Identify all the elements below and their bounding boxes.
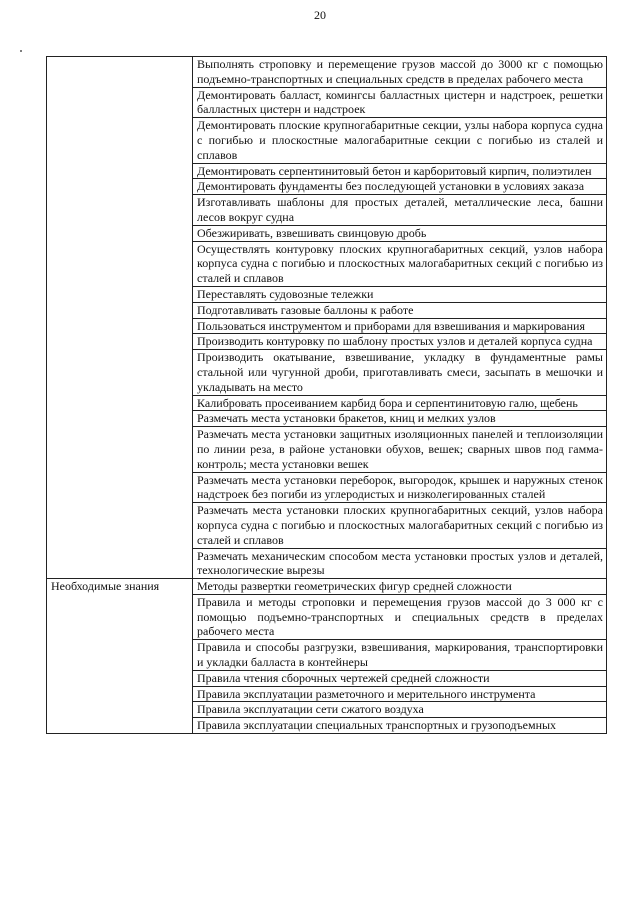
page-number: 20: [314, 8, 326, 22]
skill-cell: Демонтировать балласт, комингсы балластных цистерн и надстроек, решетки балластных цистерн и надстроек: [193, 87, 607, 118]
table-row: [47, 579, 607, 595]
competency-table: [46, 56, 607, 734]
skill-cell: Калибровать просеиванием карбид бора и серпентинитовую галю, щебень: [193, 395, 607, 411]
skill-cell: Выполнять строповку и перемещение грузов массой до 3000 кг с помощью подъемно-транспортных и специальных средств в пределах рабочего места: [193, 57, 607, 88]
skill-cell: Демонтировать серпентинитовый бетон и карборитовый кирпич, полиэтилен: [193, 163, 607, 179]
knowledge-cell: Правила чтения сборочных чертежей средней сложности: [193, 670, 607, 686]
skill-cell: Размечать места установки бракетов, книц и мелких узлов: [193, 411, 607, 427]
table-row: [47, 57, 607, 88]
skill-cell: Демонтировать фундаменты без последующей установки в условиях заказа: [193, 179, 607, 195]
empty-label-cell: [47, 57, 193, 579]
scan-speck: [20, 50, 22, 52]
skill-cell: Пользоваться инструментом и приборами для взвешивания и маркирования: [193, 318, 607, 334]
knowledge-cell: Правила эксплуатации разметочного и мерительного инструмента: [193, 686, 607, 702]
knowledge-cell: Правила эксплуатации специальных транспортных и грузоподъемных: [193, 718, 607, 734]
skill-cell: Размечать места установки защитных изоляционных панелей и теплоизоляции по линии реза, в районе установки обухов, вешек; сварных швов под гамма-контроль; места установки вешек: [193, 427, 607, 472]
skill-cell: Размечать механическим способом места установки простых узлов и деталей, технологические вырезы: [193, 548, 607, 579]
knowledge-cell: Методы развертки геометрических фигур средней сложности: [193, 579, 607, 595]
knowledge-cell: Правила и методы строповки и перемещения грузов массой до 3 000 кг с помощью подъемно-транспортных и специальных средств в пределах рабочего места: [193, 594, 607, 639]
section-label-knowledge: Необходимые знания: [47, 579, 193, 734]
skill-cell: Размечать места установки плоских крупногабаритных секций, узлов набора корпуса судна с погибью и плоскостных малогабаритных секций с погибью из сталей и сплавов: [193, 503, 607, 548]
skill-cell: Подготавливать газовые баллоны к работе: [193, 302, 607, 318]
knowledge-cell: Правила эксплуатации сети сжатого воздуха: [193, 702, 607, 718]
skill-cell: Размечать места установки переборок, выгородок, крышек и наружных стенок надстроек без погиби из углеродистых и низколегированных сталей: [193, 472, 607, 503]
skill-cell: Изготавливать шаблоны для простых деталей, металлические леса, башни лесов вокруг судна: [193, 195, 607, 226]
skill-cell: Производить контуровку по шаблону простых узлов и деталей корпуса судна: [193, 334, 607, 350]
knowledge-cell: Правила и способы разгрузки, взвешивания, маркирования, транспортировки и укладки балласта в контейнеры: [193, 640, 607, 671]
skill-cell: Осуществлять контуровку плоских крупногабаритных секций, узлов набора корпуса судна с погибью и плоскостных малогабаритных секций с погибью из сталей и сплавов: [193, 241, 607, 286]
skill-cell: Переставлять судовозные тележки: [193, 286, 607, 302]
skill-cell: Демонтировать плоские крупногабаритные секции, узлы набора корпуса судна с погибью и плоскостные малогабаритные секции с погибью из сталей и сплавов: [193, 118, 607, 163]
skill-cell: Обезжиривать, взвешивать свинцовую дробь: [193, 225, 607, 241]
skill-cell: Производить окатывание, взвешивание, укладку в фундаментные рамы стальной или чугунной дроби, приготавливать смеси, засыпать в мешочки и укладывать на место: [193, 350, 607, 395]
